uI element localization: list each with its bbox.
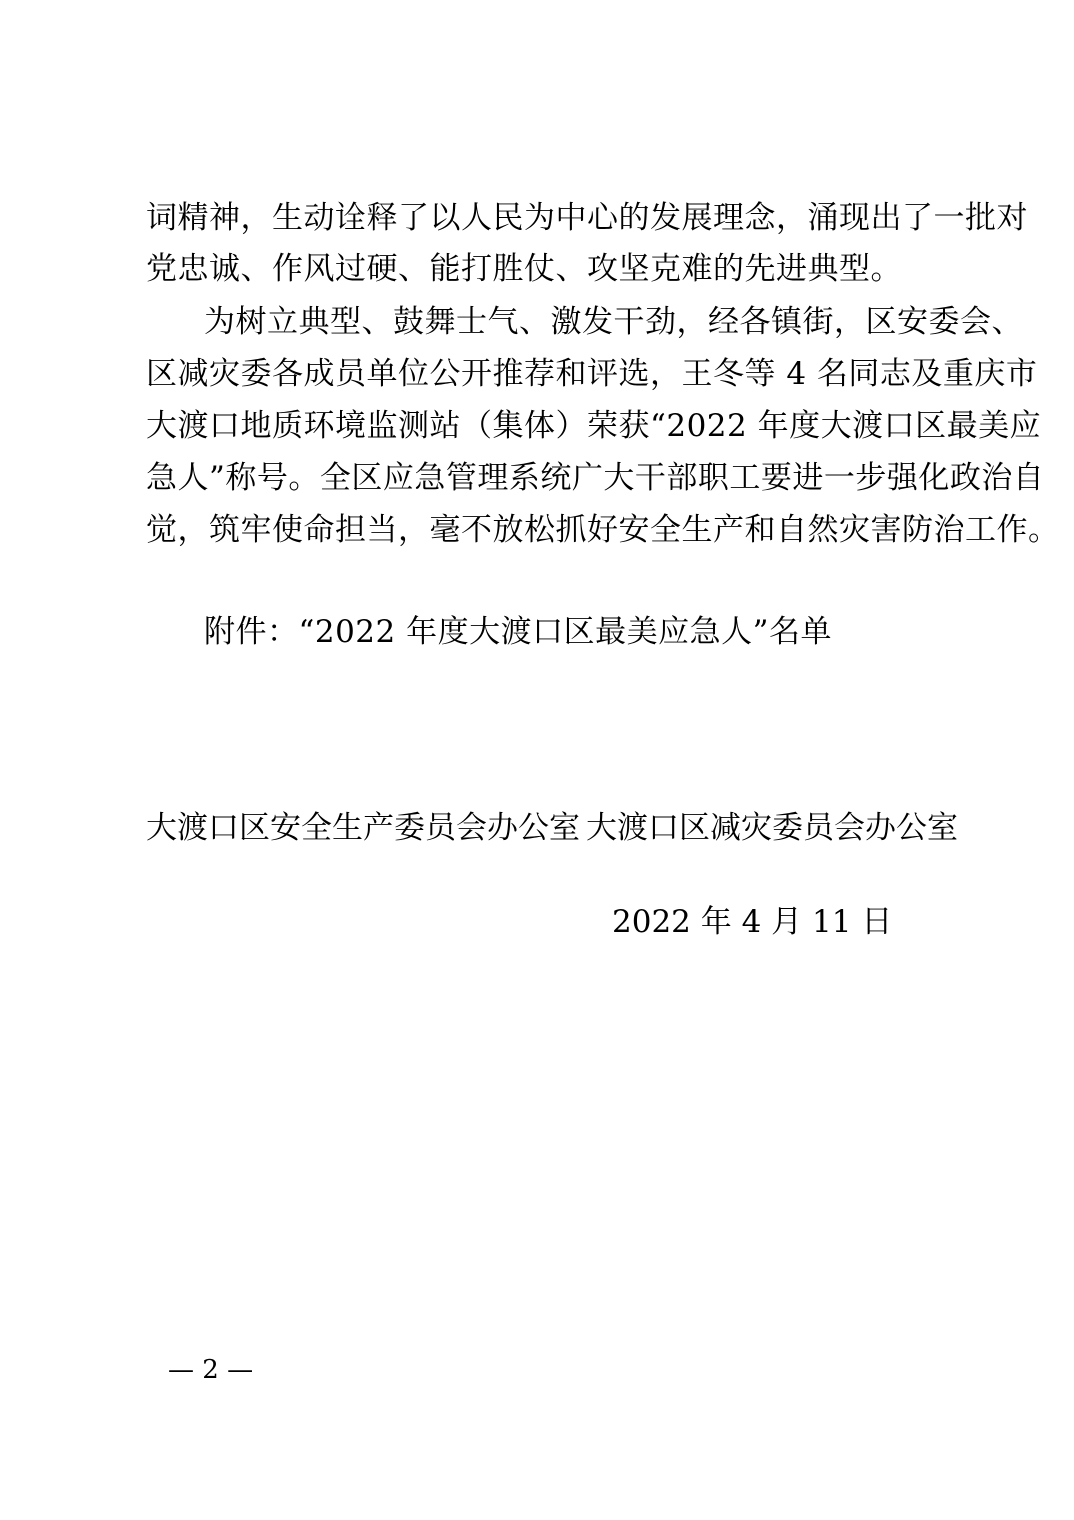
signer-disaster-reduction-office: 大渡口区减灾委员会办公室 xyxy=(586,810,958,846)
paragraph-2-line-3: 大渡口地质环境监测站（集体）荣获“2022 年度大渡口区最美应 xyxy=(146,408,1042,444)
paragraph-1-line-1: 词精神，生动诠释了以人民为中心的发展理念，涌现出了一批对 xyxy=(146,200,1028,236)
page-number: — 2 — xyxy=(168,1355,254,1385)
attachment-note: 附件：“2022 年度大渡口区最美应急人”名单 xyxy=(204,614,832,650)
paragraph-1-line-2: 党忠诚、作风过硬、能打胜仗、攻坚克难的先进典型。 xyxy=(146,251,902,287)
paragraph-2-line-5: 觉，筑牢使命担当，毫不放松抓好安全生产和自然灾害防治工作。 xyxy=(146,512,1060,548)
paragraph-2-line-1: 为树立典型、鼓舞士气、激发干劲，经各镇街，区安委会、 xyxy=(204,304,1023,340)
paragraph-2-line-4: 急人”称号。全区应急管理系统广大干部职工要进一步强化政治自 xyxy=(146,460,1045,496)
paragraph-2-line-2: 区减灾委各成员单位公开推荐和评选，王冬等 4 名同志及重庆市 xyxy=(146,356,1038,392)
signer-safety-committee-office: 大渡口区安全生产委员会办公室 xyxy=(146,810,580,846)
issue-date: 2022 年 4 月 11 日 xyxy=(612,904,893,940)
